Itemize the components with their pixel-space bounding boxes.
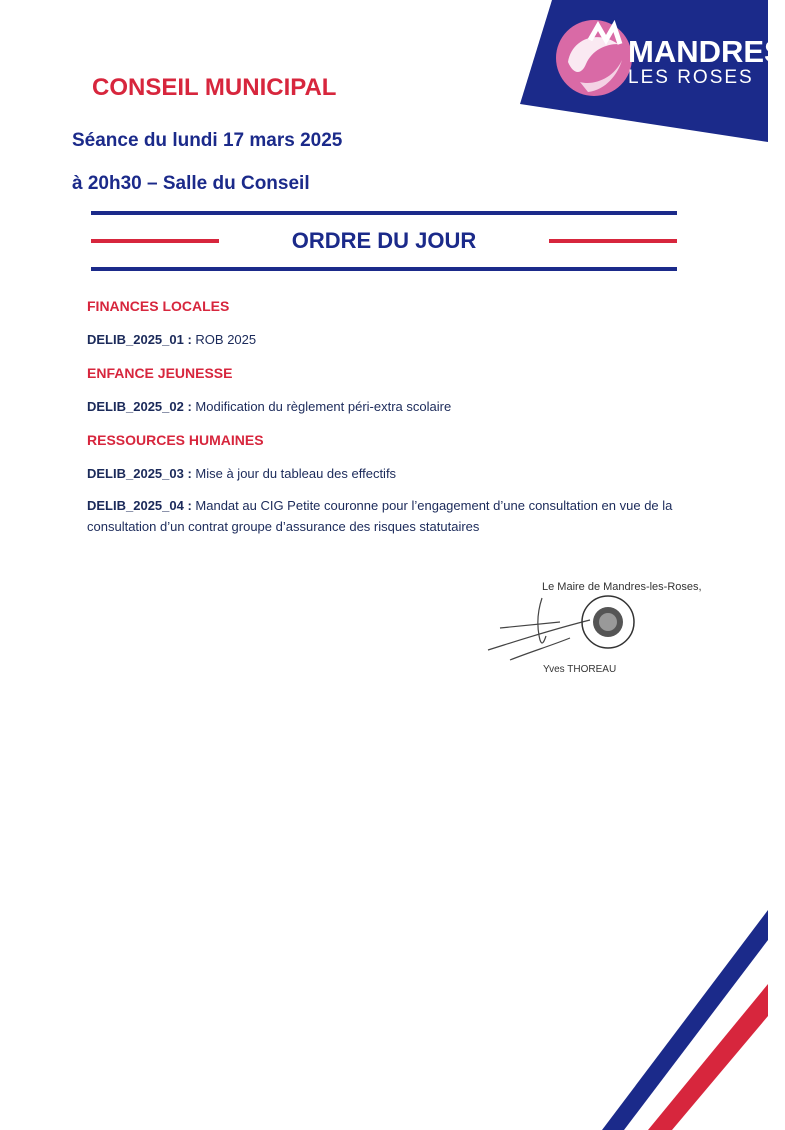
rose-logo-icon: [556, 20, 632, 96]
agenda-item-text: Modification du règlement péri-extra scolaire: [195, 399, 452, 414]
agenda-item-text: Mise à jour du tableau des effectifs: [195, 466, 397, 481]
section-heading-rh: RESSOURCES HUMAINES: [87, 432, 264, 448]
agenda-item: [87, 329, 687, 350]
agenda-item-ref: DELIB_2025_02 :: [87, 399, 192, 414]
signature-title: Le Maire de Mandres-les-Roses,: [542, 581, 702, 593]
agenda-item: [87, 463, 687, 484]
seance-date: Séance du lundi 17 mars 2025: [72, 130, 343, 151]
tricolor-decoration: [600, 900, 768, 1130]
divider-left-red: [91, 239, 219, 243]
divider-top: [91, 211, 677, 215]
seance-location: à 20h30 – Salle du Conseil: [72, 173, 310, 194]
agenda-item: [87, 396, 687, 417]
agenda-title: ORDRE DU JOUR: [291, 228, 477, 253]
document-title: CONSEIL MUNICIPAL: [92, 74, 337, 101]
official-seal-icon: [582, 596, 634, 648]
logo-line1: MANDRES: [628, 34, 785, 69]
agenda-item: [87, 495, 687, 537]
section-heading-enfance: ENFANCE JEUNESSE: [87, 365, 233, 381]
divider-right-red: [549, 239, 677, 243]
signatory-name: Yves THOREAU: [543, 664, 617, 675]
agenda-item-ref: DELIB_2025_01 :: [87, 332, 192, 347]
logo-wordmark: [628, 36, 785, 88]
logo-line2: LES ROSES: [628, 67, 754, 88]
agenda-item-ref: DELIB_2025_04 :: [87, 498, 192, 513]
agenda-item-ref: DELIB_2025_03 :: [87, 466, 192, 481]
section-heading-finances: FINANCES LOCALES: [87, 298, 230, 314]
divider-bottom: [91, 267, 677, 271]
agenda-item-text: ROB 2025: [195, 332, 257, 347]
handwritten-signature-icon: [488, 598, 590, 660]
agenda-item-text: Mandat au CIG Petite couronne pour l’engagement d’une consultation en vue de la consultation d’un contrat groupe d’assurance des risques statutaires: [87, 498, 673, 534]
